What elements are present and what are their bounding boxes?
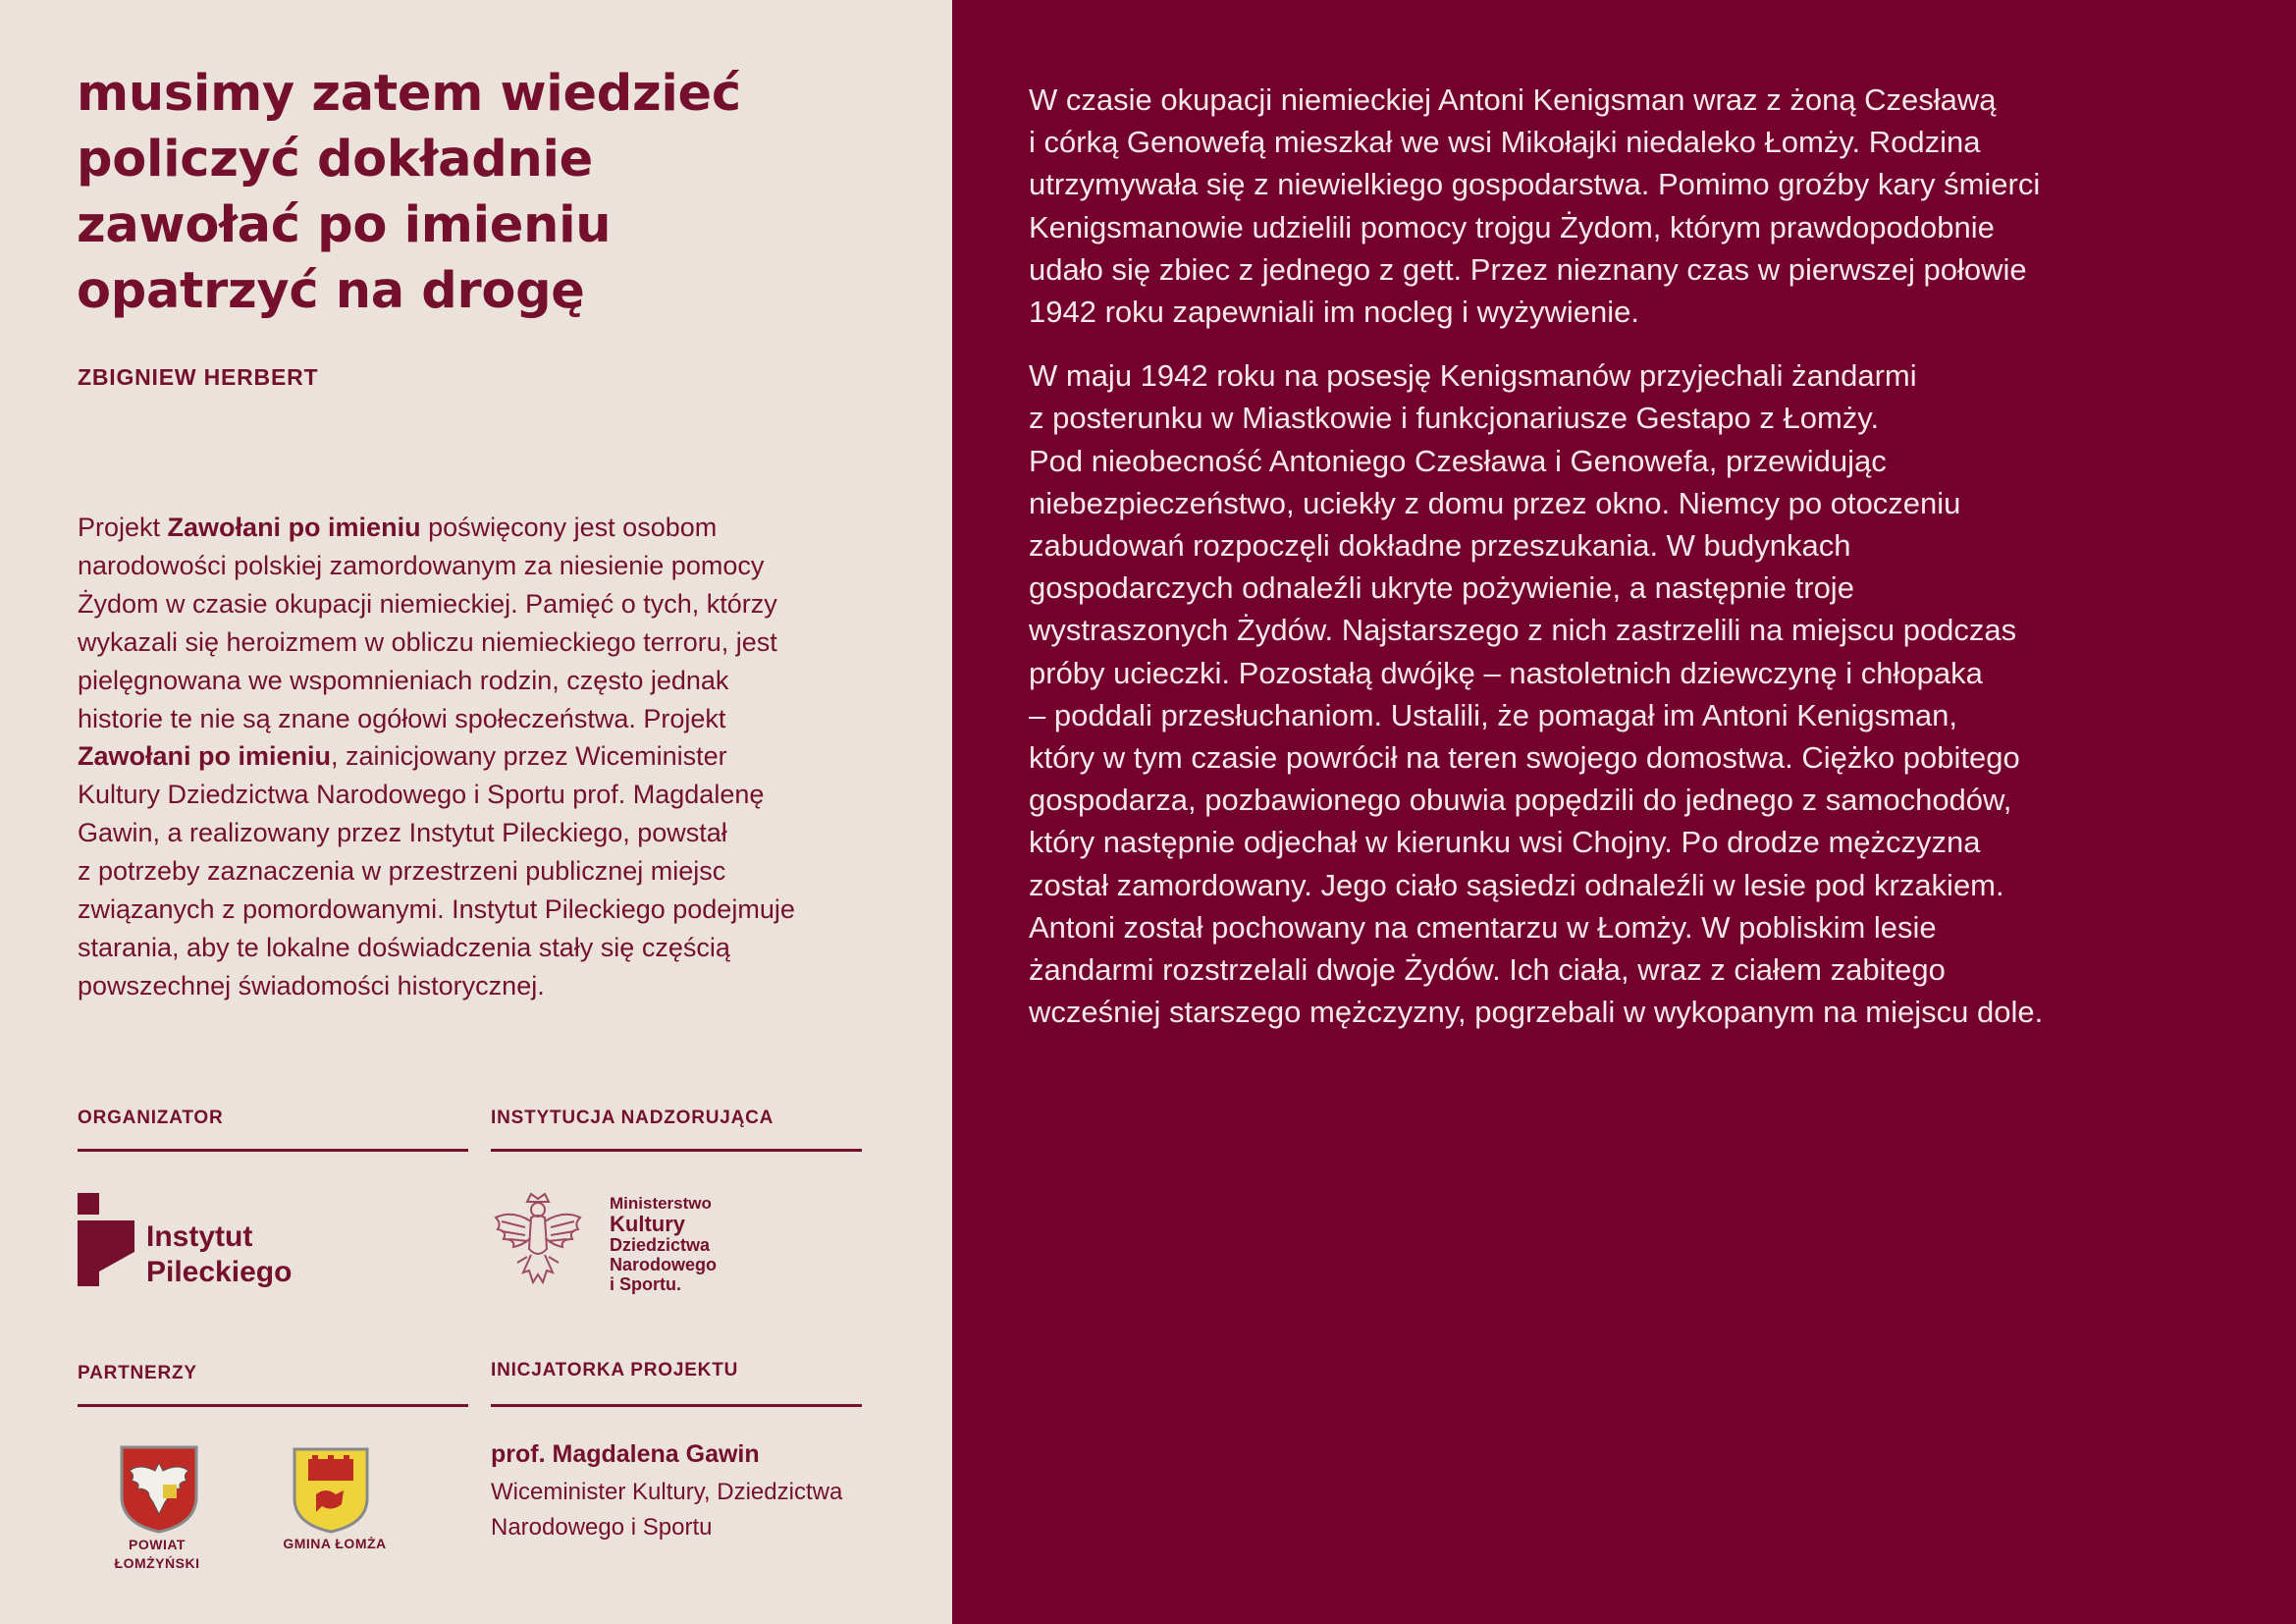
- powiat-coat-of-arms-icon: [120, 1445, 198, 1534]
- story-line: niebezpieczeństwo, uciekły z domu przez okno. Niemcy po otoczeniu: [1029, 485, 1961, 520]
- story-line: który w tym czasie powrócił na teren swojego domostwa. Ciężko pobitego: [1029, 740, 2020, 776]
- supervisor-label: INSTYTUCJA NADZORUJĄCA: [491, 1108, 774, 1128]
- intro-text: , zainicjowany przez Wiceminister: [331, 741, 727, 772]
- poem-quote: [77, 61, 921, 324]
- story-line: Antoni został pochowany na cmentarzu w Łomży. W pobliskim lesie: [1029, 909, 1937, 945]
- intro-line: starania, aby te lokalne doświadczenia stały się częścią: [78, 932, 730, 962]
- project-name: Zawołani po imieniu: [167, 513, 421, 542]
- story-line: 1942 roku zapewniali im nocleg i wyżywienie.: [1029, 295, 1640, 330]
- story-line: W czasie okupacji niemieckiej Antoni Kenigsman wraz z żoną Czesławą: [1029, 82, 1997, 117]
- partner-label-line: ŁOMŻYŃSKI: [114, 1555, 200, 1571]
- initiator-role: [491, 1475, 842, 1545]
- intro-text: poświęcony jest osobom: [420, 513, 718, 542]
- story-line: został zamordowany. Jego ciało sąsiedzi odnaleźli w lesie pod krzakiem.: [1029, 867, 2004, 902]
- initiator-name: prof. Magdalena Gawin: [491, 1440, 760, 1468]
- ministry-name-line: Ministerstwo: [610, 1194, 712, 1213]
- intro-line: powszechnej świadomości historycznej.: [78, 970, 545, 1001]
- gmina-coat-of-arms-icon: [293, 1447, 369, 1534]
- initiator-role-line: Narodowego i Sportu: [491, 1514, 713, 1541]
- organizer-name: [146, 1219, 292, 1290]
- story-paragraph-2: [1029, 354, 2266, 1033]
- project-name: Zawołani po imieniu: [78, 741, 332, 772]
- story-line: W maju 1942 roku na posesję Kenigsmanów przyjechali żandarmi: [1029, 358, 1917, 394]
- poem-line: opatrzyć na drogę: [77, 262, 585, 320]
- story-line: z posterunku w Miastkowie i funkcjonariusze Gestapo z Łomży.: [1029, 401, 1880, 436]
- story-line: żandarmi rozstrzelali dwoje Żydów. Ich ciała, wraz z ciałem zabitego: [1029, 952, 1946, 988]
- organizer-name-line: Pileckiego: [146, 1256, 293, 1288]
- story-line: utrzymywała się z niewielkiego gospodarstwa. Pomimo groźby kary śmierci: [1029, 167, 2041, 202]
- organizer-label: ORGANIZATOR: [78, 1108, 224, 1128]
- story-line: gospodarczych odnaleźli ukryte pożywienie, a następnie troje: [1029, 570, 1854, 606]
- story-text: [1029, 79, 2266, 1033]
- initiator-label: INICJATORKA PROJEKTU: [491, 1360, 739, 1380]
- ministry-name-line: Dziedzictwa: [610, 1235, 711, 1255]
- organizer-rule: [78, 1149, 468, 1152]
- story-line: próby ucieczki. Pozostałą dwójkę – nastoletnich dziewczynę i chłopaka: [1029, 655, 1983, 690]
- intro-line: Żydom w czasie okupacji niemieckiej. Pamięć o tych, którzy: [78, 588, 777, 619]
- story-line: wystraszonych Żydów. Najstarszego z nich zastrzelili na miejscu podczas: [1029, 613, 2017, 648]
- poem-line: policzyć dokładnie: [77, 131, 593, 189]
- left-panel: [0, 0, 952, 1624]
- story-line: i córką Genowefą mieszkał we wsi Mikołajki niedaleko Łomży. Rodzina: [1029, 125, 1981, 160]
- organizer-name-line: Instytut: [146, 1220, 253, 1253]
- poem-line: musimy zatem wiedzieć: [77, 65, 741, 123]
- story-line: Kenigsmanowie udzielili pomocy trojgu Żydom, którym prawdopodobnie: [1029, 209, 1995, 244]
- intro-line: z potrzeby zaznaczenia w przestrzeni publicznej miejsc: [78, 856, 726, 887]
- ministry-name-line: Kultury: [610, 1212, 685, 1236]
- partner-label-line: GMINA ŁOMŻA: [283, 1536, 387, 1551]
- intro-line: [78, 509, 863, 547]
- partners-label: PARTNERZY: [78, 1363, 197, 1383]
- story-line: Pod nieobecność Antoniego Czesława i Genowefa, przewidując: [1029, 443, 1887, 478]
- intro-line: historie te nie są znane ogółowi społeczeństwa. Projekt: [78, 703, 726, 733]
- intro-text: Projekt: [78, 513, 168, 542]
- initiator-role-line: Wiceminister Kultury, Dziedzictwa: [491, 1479, 843, 1505]
- ministry-name-line: i Sportu.: [610, 1274, 681, 1294]
- intro-line: [78, 737, 863, 776]
- intro-line: Gawin, a realizowany przez Instytut Pileckiego, powstał: [78, 818, 727, 848]
- ministry-name: [610, 1194, 717, 1294]
- project-intro: [78, 509, 863, 1005]
- story-line: który następnie odjechał w kierunku wsi Chojny. Po drodze mężczyzna: [1029, 825, 1981, 860]
- partner-label-line: POWIAT: [129, 1537, 186, 1552]
- intro-line: Kultury Dziedzictwa Narodowego i Sportu prof. Magdalenę: [78, 780, 765, 810]
- intro-line: wykazali się heroizmem w obliczu niemieckiego terroru, jest: [78, 626, 777, 657]
- story-line: – poddali przesłuchaniom. Ustalili, że pomagał im Antoni Kenigsman,: [1029, 697, 1957, 732]
- story-line: gospodarza, pozbawionego obuwia popędzili do jednego z samochodów,: [1029, 783, 2012, 818]
- supervisor-rule: [491, 1149, 862, 1152]
- partner-gmina-label: [271, 1535, 399, 1553]
- intro-line: związanych z pomordowanymi. Instytut Pileckiego podejmuje: [78, 894, 795, 925]
- poem-author: ZBIGNIEW HERBERT: [78, 364, 319, 390]
- partner-powiat-label: [98, 1536, 216, 1573]
- poem-line: zawołać po imieniu: [77, 196, 612, 254]
- story-line: wcześniej starszego mężczyzny, pogrzebali w wykopanym na miejscu dole.: [1029, 995, 2044, 1030]
- initiator-rule: [491, 1404, 862, 1407]
- partners-rule: [78, 1404, 468, 1407]
- story-line: udało się zbiec z jednego z gett. Przez nieznany czas w pierwszej połowie: [1029, 251, 2027, 287]
- story-paragraph-1: [1029, 79, 2266, 333]
- intro-line: narodowości polskiej zamordowanym za niesienie pomocy: [78, 550, 765, 580]
- eagle-emblem-icon: [488, 1188, 588, 1292]
- intro-line: pielęgnowana we wspomnieniach rodzin, często jednak: [78, 665, 729, 695]
- story-line: zabudowań rozpoczęli dokładne przeszukania. W budynkach: [1029, 528, 1851, 564]
- ministry-name-line: Narodowego: [610, 1255, 718, 1274]
